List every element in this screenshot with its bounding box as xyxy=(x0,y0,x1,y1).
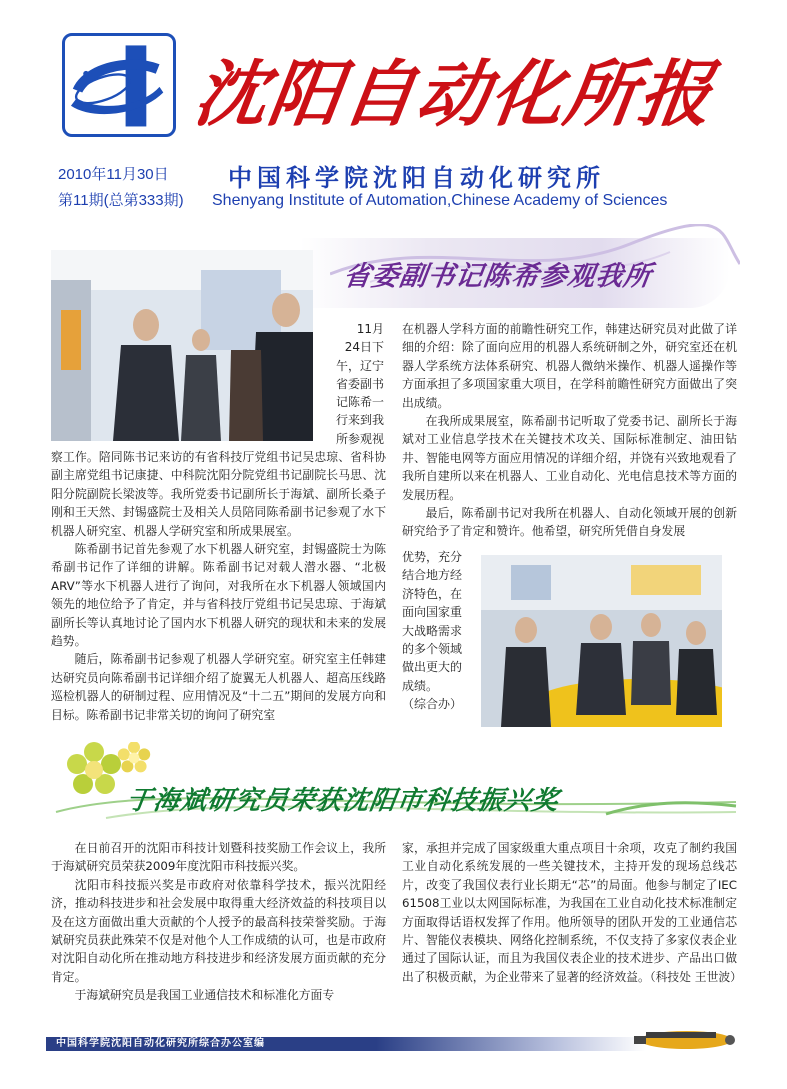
article1-tail-column xyxy=(402,548,472,714)
tail-line: 济特色，在 xyxy=(402,586,463,601)
article1-paragraph: 最后，陈希副书记对我所在机器人、自动化领域开展的创新研究给予了肯定和赞许。他希望，研究所凭借自身发展 xyxy=(402,506,737,539)
issue-date: 2010年11月30日 xyxy=(58,166,169,183)
intro-line: 24日下 xyxy=(344,340,384,355)
tail-line: 优势，充分 xyxy=(402,550,463,564)
article2-paragraph: 在日前召开的沈阳市科技计划暨科技奖励工作会议上，我所于海斌研究员荣获2009年度沈阳市科技振兴奖。 xyxy=(51,841,386,874)
article2-headline: 于海斌研究员荣获沈阳市科技振兴奖 xyxy=(124,786,561,816)
intro-line: 省委副书 xyxy=(335,376,384,391)
tail-line: 大战略需求 xyxy=(402,623,463,638)
organization-name-cn: 中国科学院沈阳自动化研究所 xyxy=(228,164,605,192)
article1-paragraph: 陈希副书记首先参观了水下机器人研究室，封锡盛院士为陈希副书记作了详细的讲解。陈希副书记对载人潜水器、“北极ARV”等水下机器人进行了询问，对我所在水下机器人领域国内领先的地位给予了肯定，并与省科技厅党组书记吴忠琼、于海斌副所长等认真地讨论了国内水下机器人研究的现状和未来的发展趋势。 xyxy=(51,542,386,649)
intro-line: 记陈希一 xyxy=(335,395,384,410)
intro-line: 行来到我 xyxy=(335,413,384,428)
intro-line: 所参观视 xyxy=(335,431,384,446)
article1-headline: 省委副书记陈希参观我所 xyxy=(341,261,654,292)
tail-line: 结合地方经 xyxy=(402,568,463,583)
institute-logo xyxy=(62,33,176,137)
newspaper-title: 沈阳自动化所报 xyxy=(189,51,720,136)
issue-number: 第11期(总第333期) xyxy=(58,192,184,209)
footer-editor-credit: 中国科学院沈阳自动化研究所综合办公室编 xyxy=(56,1038,265,1049)
tail-line: 面向国家重 xyxy=(402,605,463,620)
article1-right-column xyxy=(402,320,737,541)
photo-robot-inspection-icon xyxy=(481,555,722,727)
article1-paragraph: 随后，陈希副书记参观了机器人学研究室。研究室主任韩建达研究员向陈希副书记详细介绍了旋翼无人机器人、超高压线路巡检机器人的研制过程、应用情况及“十二五”期间的发展方向和目标。陈希副书记非常关切的询问了研究室 xyxy=(51,652,386,722)
article2-left-column xyxy=(51,839,386,1005)
tail-line: 的多个领域 xyxy=(402,642,463,657)
intro-line: 11月 xyxy=(356,322,384,336)
underwater-robot-icon xyxy=(626,1022,738,1054)
article1-byline: （综合办） xyxy=(402,697,463,712)
logo-emblem-icon xyxy=(65,36,173,134)
intro-line: 午，辽宁 xyxy=(335,358,384,373)
article2-paragraph: 家，承担并完成了国家级重大重点项目十余项，攻克了制约我国工业自动化系统发展的一些关键技术，主持开发的现场总线芯片，改变了我国仪表行业长期无“芯”的局面。他参与制定了IEC 61508工业以太网国际标准，为我国在工业自动化技术标准制定方面取得话语权发挥了作用。他所领导的团队开发的工业通信芯片、智能仪表模块、网络化控制系统，不仅支持了多家仪表企业通过了国际认证，而且为我国仪表企业的技术进步、产品出口做出了积极贡献，为企业带来了显著的经济效益。（科技处 王世波） xyxy=(402,841,742,984)
article2-paragraph: 沈阳市科技振兴奖是市政府对依靠科学技术，振兴沈阳经济，推动科技进步和社会发展中取得重大经济效益的科技项目以及在这方面做出重大贡献的个人授予的最高科技荣誉奖励。于海斌研究员获此殊荣不仅是对他个人工作成绩的认可，也是市政府对沈阳自动化所在推动地方科技进步和经济发展方面贡献的充分肯定。 xyxy=(51,877,386,984)
article2-paragraph: 于海斌研究员是我国工业通信技术和标准化方面专 xyxy=(74,988,335,1003)
article1-paragraph: 在机器人学科方面的前瞻性研究工作，韩建达研究员对此做了详细的介绍：除了面向应用的机器人系统研制之外，研究室还在机器人学系统方法体系研究、机器人微纳米操作、机器人遥操作等方面承担了多项国家重大项目，在学科前瞻性研究方面做出了突出成绩。 xyxy=(402,322,737,410)
tail-line: 成绩。 xyxy=(402,678,439,693)
article2-right-column xyxy=(402,839,742,986)
photo-visitors-icon xyxy=(51,250,313,441)
tail-line: 做出更大的 xyxy=(402,660,463,675)
article1-photo-robot xyxy=(481,555,722,727)
article1-photo-exhibition xyxy=(51,250,313,441)
article1-paragraph: 察工作。陪同陈书记来访的有省科技厅党组书记吴忠琼、省科协副主席党组书记康捷、中科院沈阳分院党组书记副院长马思、沈阳分院副院长梁波等。我所党委书记副所长于海斌、副所长桑子刚和王天然、封锡盛院士及相关人员陪同陈希副书记参观了水下机器人研究室、机器人学研究室和所成果展室。 xyxy=(51,450,386,538)
article1-paragraph: 在我所成果展室，陈希副书记听取了党委书记、副所长于海斌对工业信息学技术在关键技术攻关、国际标准制定、油田钻井、智能电网等方面应用情况的详细介绍，并饶有兴致地观看了我所自建所以来在机器人、工业自动化、光电信息技术等方面的发展历程。 xyxy=(402,414,737,502)
article1-intro-column xyxy=(318,320,384,448)
article1-left-column xyxy=(51,448,386,724)
organization-name-en: Shenyang Institute of Automation,Chinese Academy of Sciences xyxy=(212,192,668,209)
